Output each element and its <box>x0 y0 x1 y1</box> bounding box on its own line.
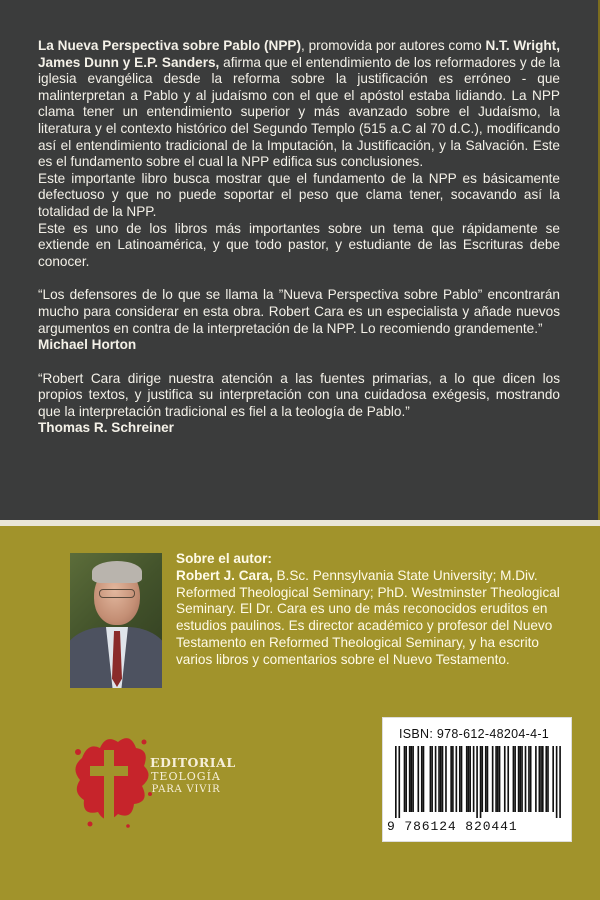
intro-text-1: , promovida por autores como <box>301 38 486 53</box>
author-bio <box>176 551 572 669</box>
isbn-barcode <box>382 717 572 842</box>
intro-paragraph <box>38 38 560 171</box>
endorsement-author-1: Michael Horton <box>38 337 137 353</box>
publisher-line-2: TEOLOGÍA <box>151 770 221 783</box>
paragraph-2: Este importante libro busca mostrar que el fundamento de la NPP es básicamente defectuoso y que no puede soportar el peso que clama tener, socavando así la totalidad de la NPP. <box>38 170 560 219</box>
author-bio-body <box>176 568 572 669</box>
publisher-line-1: EDITORIAL <box>150 755 236 770</box>
synopsis-text <box>38 38 560 437</box>
endorsement-quote-2: “Robert Cara dirige nuestra atención a las fuentes primarias, a lo que dicen los propios textos, y justifica su interpretación con una cuidadosa exégesis, mostrando que la interpretación tradicional es fiel a la teología de Pablo.” <box>38 370 560 419</box>
paragraph-3: Este es uno de los libros más importantes sobre un tema que rápidamente se extiende en Latinoamérica, y que todo pastor, y estudiante de las Escrituras debe conocer. <box>38 220 560 269</box>
author-bio-heading: Sobre el autor: <box>176 551 272 566</box>
barcode-icon <box>395 746 561 818</box>
npp-authors: N.T. Wright, James Dunn y E.P. Sanders, <box>38 38 560 70</box>
endorsement-author-2: Thomas R. Schreiner <box>38 420 174 436</box>
isbn-label: ISBN: 978-612-48204-4-1 <box>399 727 550 741</box>
npp-term: La Nueva Perspectiva sobre Pablo (NPP) <box>38 38 301 53</box>
publisher-line-3: PARA VIVIR <box>151 784 221 795</box>
publisher-logo <box>70 728 236 838</box>
publisher-name <box>150 755 236 796</box>
author-bio-text: B.Sc. Pennsylvania State University; M.Div. Reformed Theological Seminary; PhD. Westminster Theological Seminary. El Dr. Cara es uno de más reconocidos eruditos en estudios paulinos. Es director académico y profesor del Nuevo Testamento en Reformed Theological Seminary, y ha escrito varios libros y comentarios sobre el Nuevo Testamento. <box>176 567 560 667</box>
endorsement-quote-1: “Los defensores de lo que se llama la ”Nueva Perspectiva sobre Pablo” encontrarán mucho para considerar en esta obra. Robert Cara es un especialista y añade nuevos argumentos en contra de la interpretación de la NPP. Lo recomiendo grandemente.” <box>38 287 560 336</box>
author-name: Robert J. Cara, <box>176 567 273 583</box>
author-photo <box>70 553 162 688</box>
intro-text-2: afirma que el entendimiento de los reformadores y de la iglesia evangélica desde la reforma sobre la justificación es erróneo - que malinterpretan a Pablo y al judaísmo con el que el apóstol estaba lidiando. La NPP clama tener un entendimiento superior y más avanzado sobre el Judaísmo, la literatura y el contexto histórico del Segundo Templo (515 a.C al 70 d.C.), modificando así el entendimiento tradicional de la Imputación, la Justificación, y la Salvación. Este es el fundamento sobre el cual la NPP edifica sus conclusiones. <box>38 54 560 170</box>
barcode-digits: 9 786124 820441 <box>387 819 518 834</box>
